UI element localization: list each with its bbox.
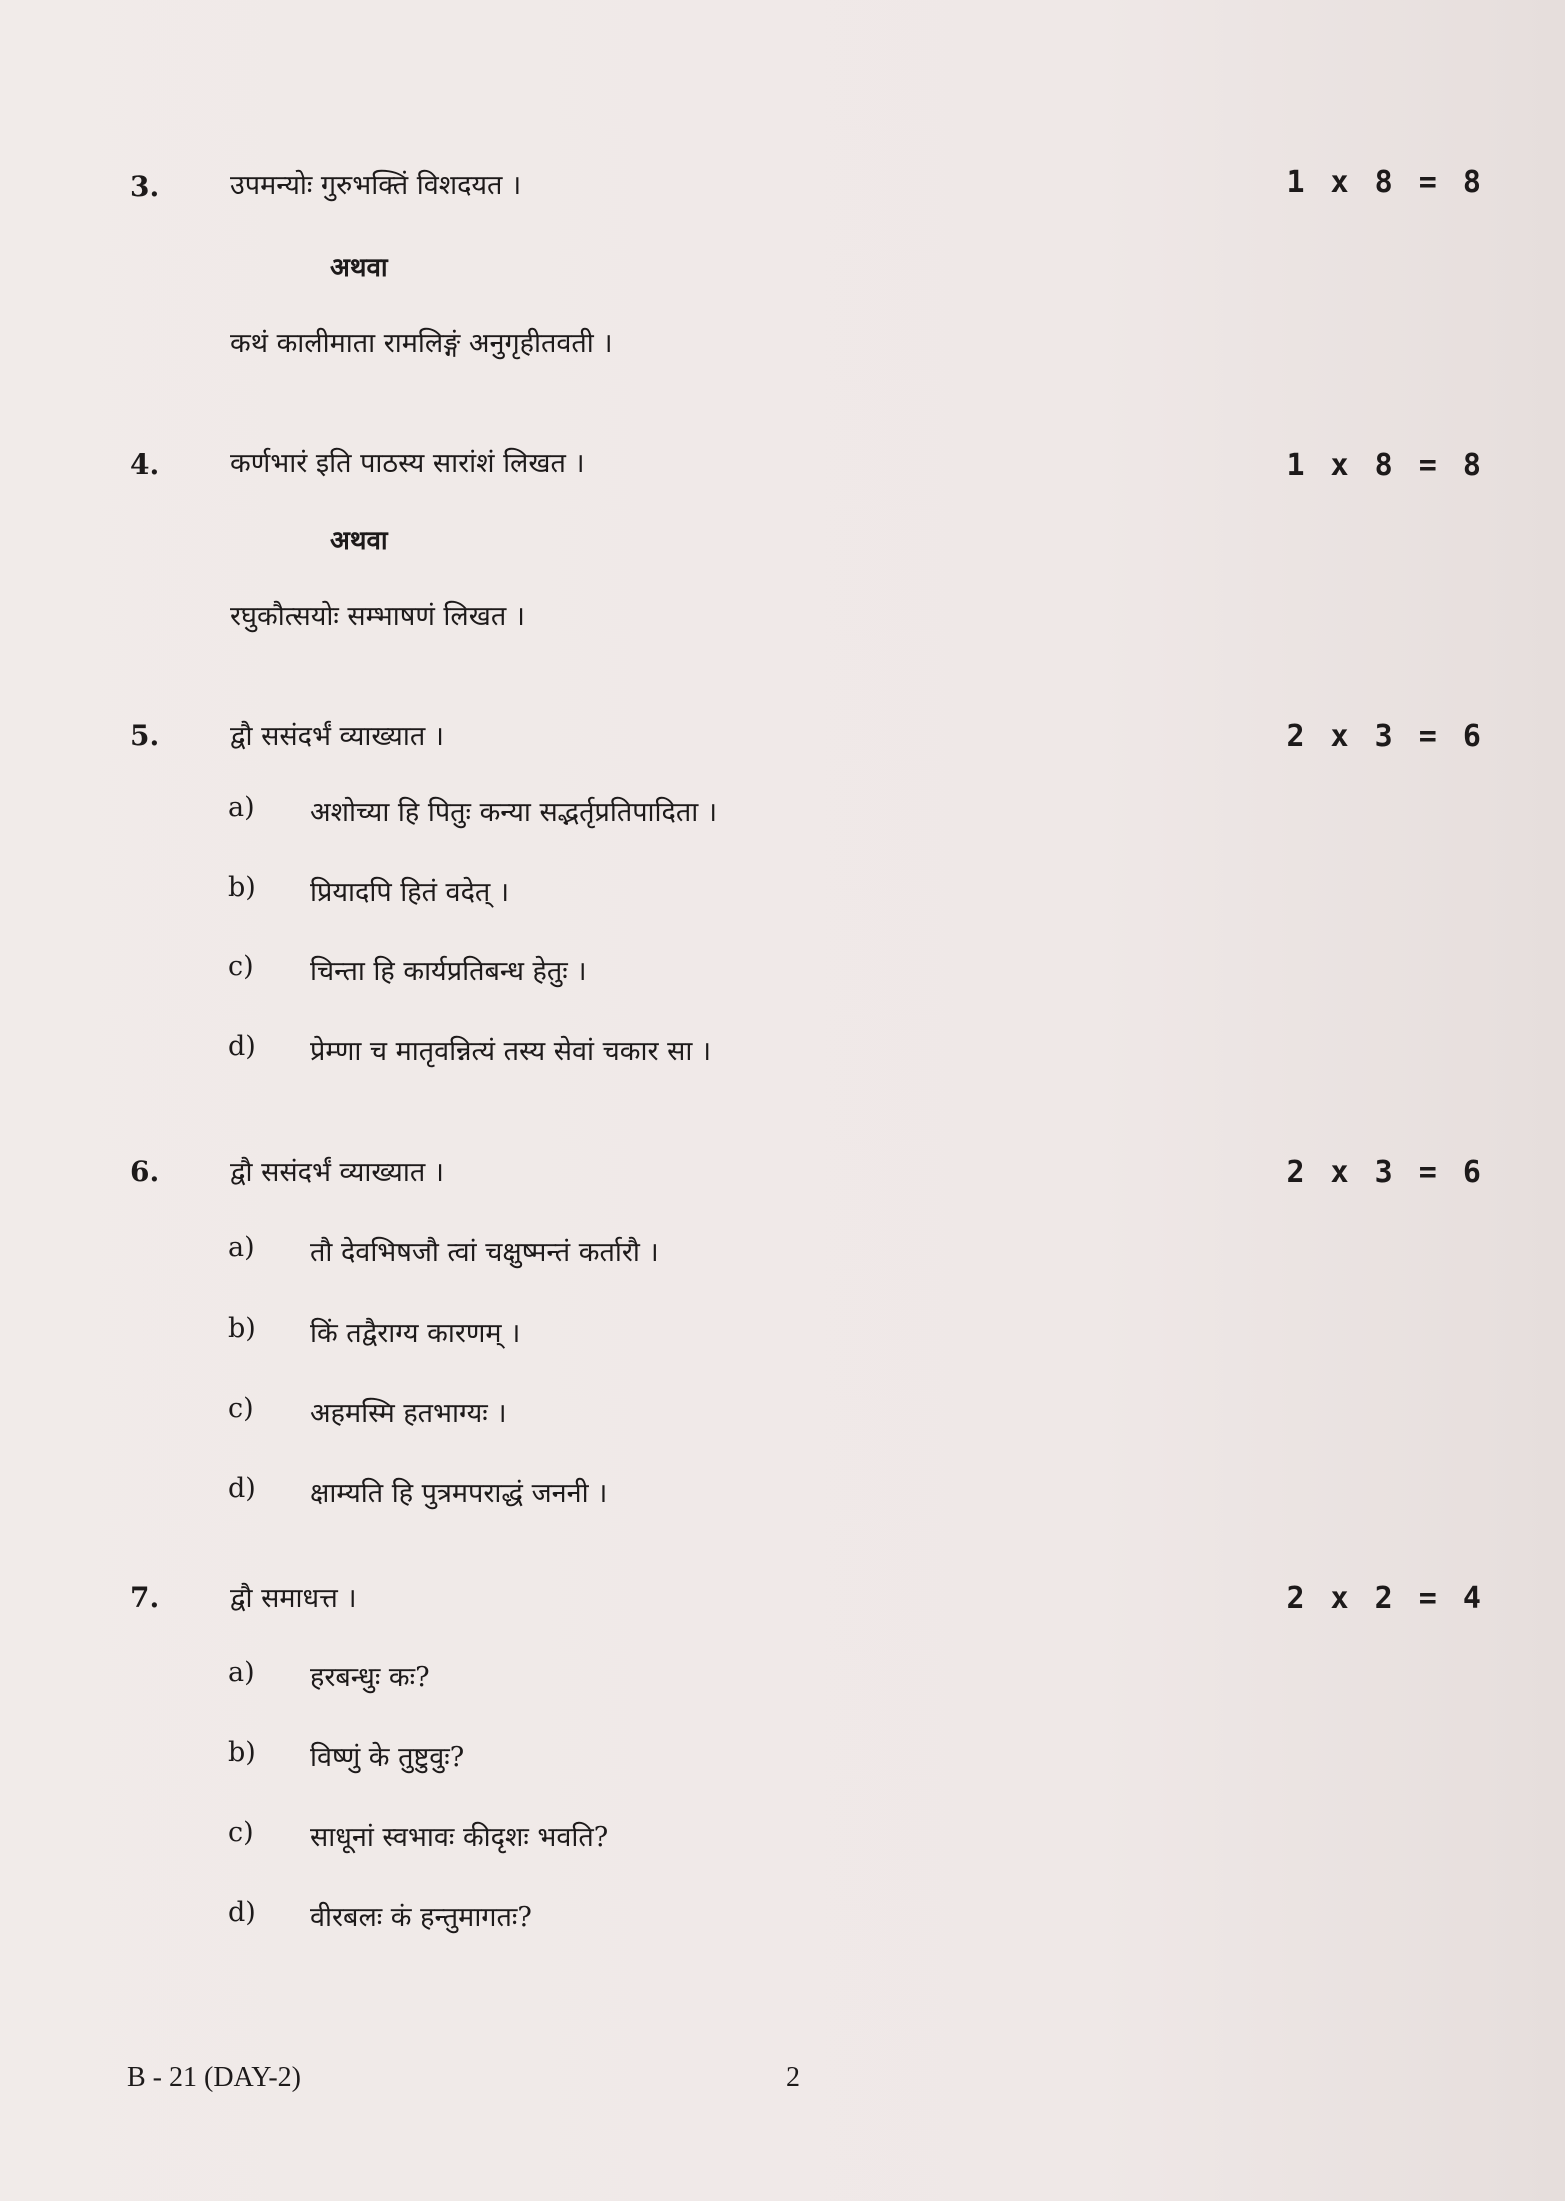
sub-item-text: क्षाम्यति हि पुत्रमपराद्धं जननी । — [310, 1478, 608, 1509]
sub-item-label: a) — [228, 1657, 255, 1688]
sub-item-text: साधूनां स्वभावः कीदृशः भवति? — [310, 1822, 609, 1853]
sub-item-label: c) — [228, 1817, 254, 1848]
sub-item-text: चिन्ता हि कार्यप्रतिबन्ध हेतुः । — [310, 956, 587, 987]
alt-question-text: कथं कालीमाता रामलिङ्गं अनुगृहीतवती । — [230, 328, 613, 359]
question-number: 7. — [130, 1581, 160, 1614]
sub-item-text: किं तद्वैराग्य कारणम् । — [310, 1318, 521, 1349]
question-text: द्वौ ससंदर्भं व्याख्यात । — [230, 1157, 445, 1188]
sub-item-text: विष्णुं के तुष्टुवुः? — [310, 1742, 465, 1773]
sub-item-label: d) — [228, 1031, 256, 1062]
marks-label: 2 x 2 = 4 — [1286, 1581, 1485, 1616]
sub-item-label: a) — [228, 1232, 255, 1263]
sub-item-text: अहमस्मि हतभाग्यः । — [310, 1398, 507, 1429]
page-number: 2 — [786, 2062, 800, 2093]
sub-item-label: d) — [228, 1473, 256, 1504]
question-text: कर्णभारं इति पाठस्य सारांशं लिखत । — [230, 448, 585, 479]
sub-item-label: b) — [228, 1737, 256, 1768]
question-number: 4. — [130, 448, 160, 481]
marks-label: 1 x 8 = 8 — [1286, 165, 1485, 200]
sub-item-text: वीरबलः कं हन्तुमागतः? — [310, 1902, 532, 1933]
sub-item-text: प्रियादपि हितं वदेत् । — [310, 877, 510, 908]
sub-item-text: हरबन्धुः कः? — [310, 1662, 430, 1693]
sub-item-label: b) — [228, 1313, 256, 1344]
sub-item-label: c) — [228, 1393, 254, 1424]
question-text: द्वौ ससंदर्भं व्याख्यात । — [230, 721, 445, 752]
question-number: 5. — [130, 719, 160, 752]
marks-label: 2 x 3 = 6 — [1286, 1155, 1485, 1190]
question-number: 6. — [130, 1155, 160, 1188]
marks-label: 1 x 8 = 8 — [1286, 448, 1485, 483]
question-text: उपमन्योः गुरुभक्तिं विशदयत । — [230, 170, 522, 201]
marks-label: 2 x 3 = 6 — [1286, 719, 1485, 754]
or-label: अथवा — [330, 526, 388, 556]
question-text: द्वौ समाधत्त । — [230, 1583, 357, 1614]
sub-item-label: c) — [228, 951, 254, 982]
sub-item-text: तौ देवभिषजौ त्वां चक्षुष्मन्तं कर्तारौ । — [310, 1237, 659, 1268]
sub-item-label: b) — [228, 872, 256, 903]
or-label: अथवा — [330, 253, 388, 283]
paper-code: B - 21 (DAY-2) — [127, 2062, 301, 2093]
sub-item-text: अशोच्या हि पितुः कन्या सद्भर्तृप्रतिपादिता । — [310, 797, 718, 828]
alt-question-text: रघुकौत्सयोः सम्भाषणं लिखत । — [230, 601, 526, 632]
question-number: 3. — [130, 170, 160, 203]
sub-item-label: a) — [228, 792, 255, 823]
sub-item-text: प्रेम्णा च मातृवन्नित्यं तस्य सेवां चकार सा । — [310, 1036, 712, 1067]
sub-item-label: d) — [228, 1897, 256, 1928]
